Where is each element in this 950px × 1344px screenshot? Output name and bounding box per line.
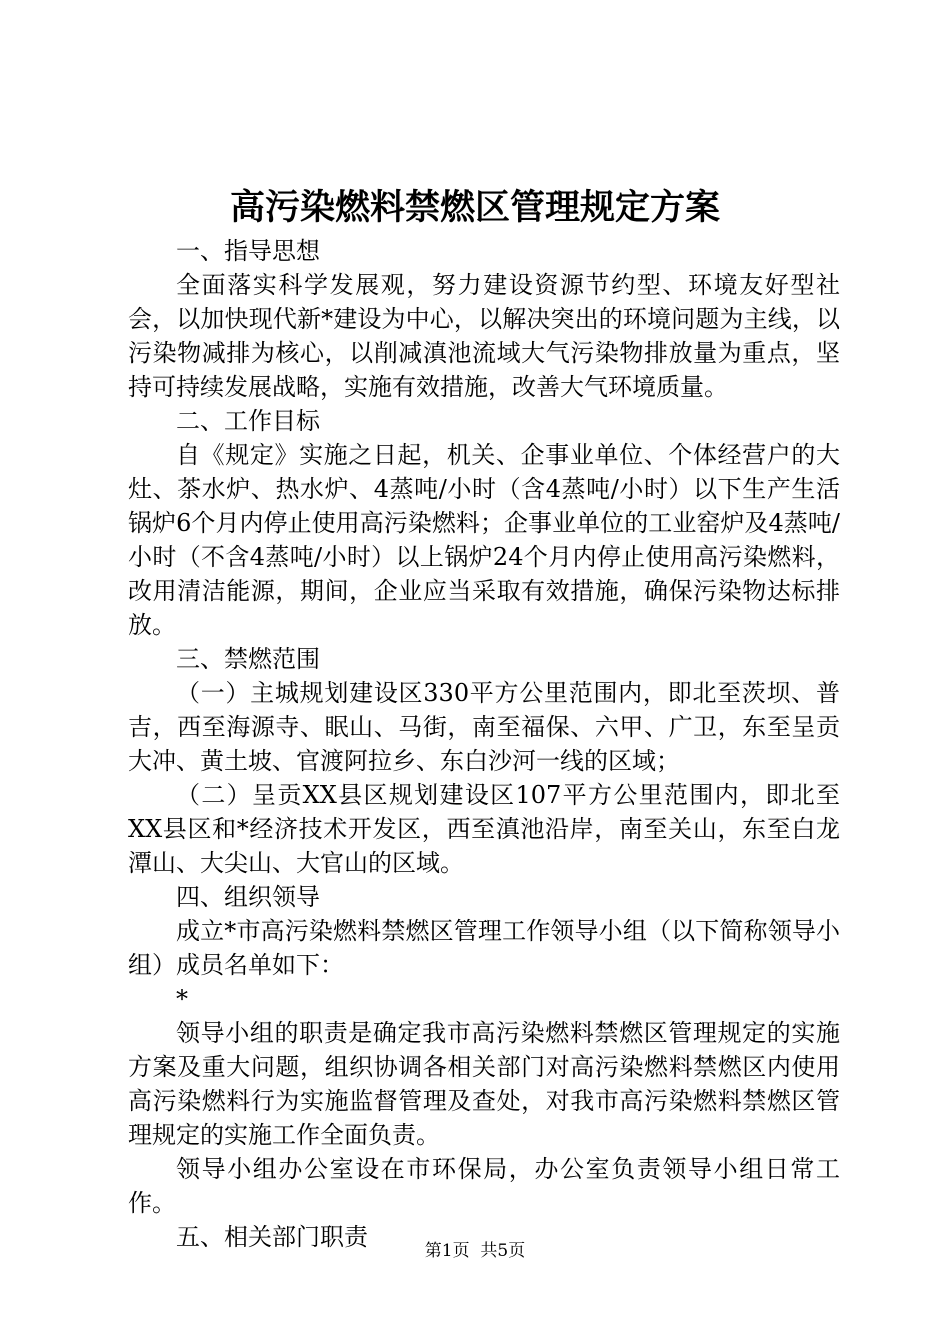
member-list-placeholder: * xyxy=(176,985,188,1013)
paragraph-scope-item-1: （一）主城规划建设区330平方公里范围内，即北至茨坝、普吉，西至海源寺、眠山、马街，南至福保、六甲、广卫，东至呈贡大冲、黄土坡、官渡阿拉乡、东白沙河一线的区域； xyxy=(128,679,840,775)
paragraph-work-goals: 自《规定》实施之日起，机关、企事业单位、个体经营户的大灶、茶水炉、热水炉、4蒸吨/小时（含4蒸吨/小时）以下生产生活锅炉6个月内停止使用高污染燃料；企事业单位的工业窑炉及4蒸吨/小时（不含4蒸吨/小时）以上锅炉24个月内停止使用高污染燃料，改用清洁能源，期间，企业应当采取有效措施，确保污染物达标排放。 xyxy=(128,441,840,639)
paragraph-group-office: 领导小组办公室设在市环保局，办公室负责领导小组日常工作。 xyxy=(128,1155,840,1217)
section-heading-organization: 四、组织领导 xyxy=(176,883,320,911)
paragraph-group-duties: 领导小组的职责是确定我市高污染燃料禁燃区管理规定的实施方案及重大问题，组织协调各相关部门对高污染燃料禁燃区内使用高污染燃料行为实施监督管理及查处，对我市高污染燃料禁燃区管理规定的实施工作全面负责。 xyxy=(128,1019,840,1149)
section-heading-ban-scope: 三、禁燃范围 xyxy=(176,645,320,673)
paragraph-guiding-ideology: 全面落实科学发展观，努力建设资源节约型、环境友好型社会，以加快现代新*建设为中心，以解决突出的环境问题为主线，以污染物减排为核心，以削减滇池流域大气污染物排放量为重点，坚持可持续发展战略，实施有效措施，改善大气环境质量。 xyxy=(128,271,840,401)
page-footer xyxy=(0,1240,950,1262)
section-heading-guiding-ideology: 一、指导思想 xyxy=(176,237,320,265)
page-number-label: 第1页 共5页 xyxy=(424,1241,526,1261)
paragraph-leading-group: 成立*市高污染燃料禁燃区管理工作领导小组（以下简称领导小组）成员名单如下： xyxy=(128,917,840,979)
document-body xyxy=(128,234,840,1254)
section-heading-department-duties: 五、相关部门职责 xyxy=(176,1223,368,1251)
paragraph-scope-item-2: （二）呈贡XX县区规划建设区107平方公里范围内，即北至XX县区和*经济技术开发区，西至滇池沿岸，南至关山，东至白龙潭山、大尖山、大官山的区域。 xyxy=(128,781,840,877)
section-heading-work-goals: 二、工作目标 xyxy=(176,407,320,435)
document-title: 高污染燃料禁燃区管理规定方案 xyxy=(229,187,720,228)
